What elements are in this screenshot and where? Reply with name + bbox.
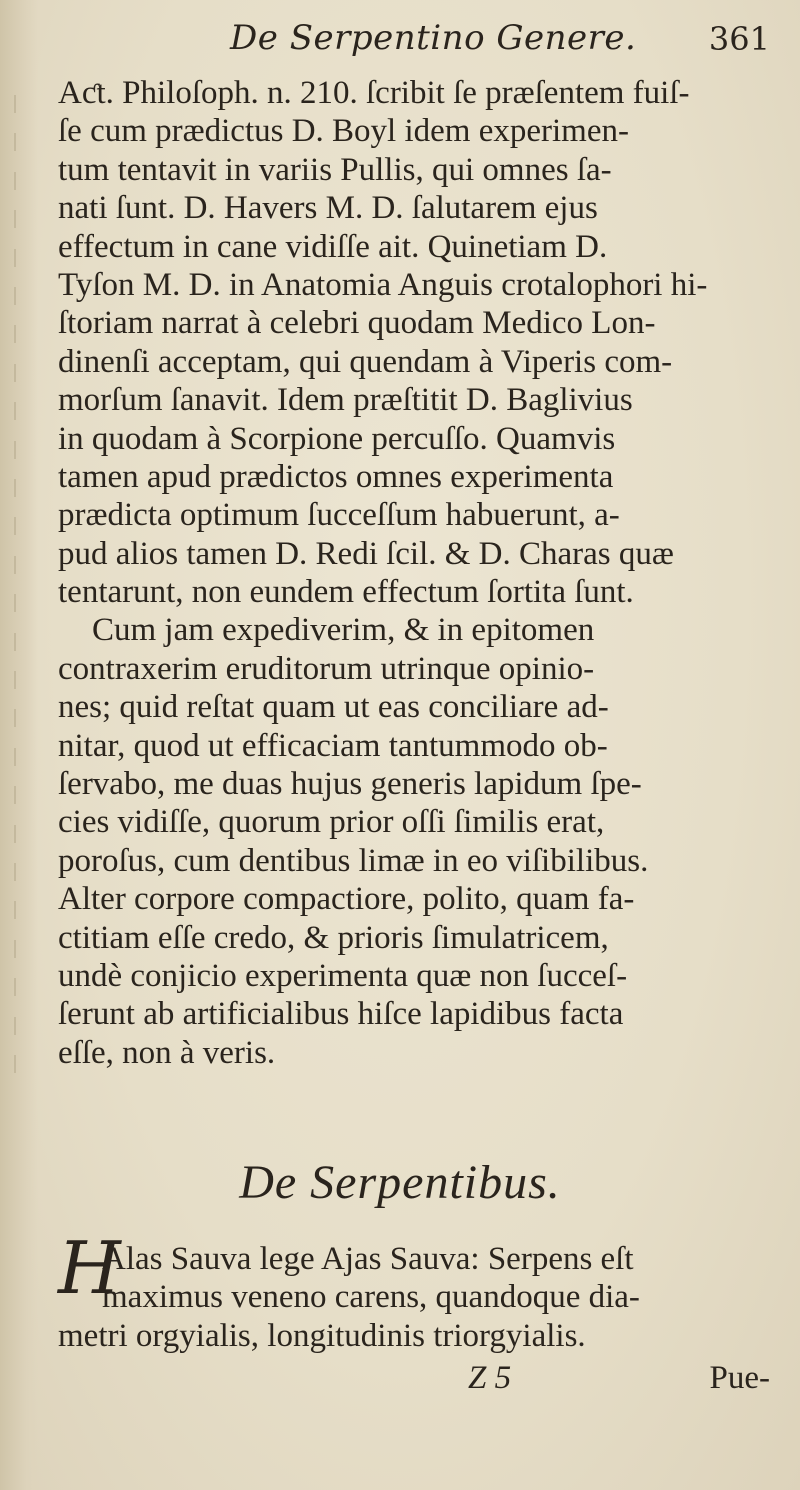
text-line: nati ſunt. D. Havers M. D. ſalutarem ejus [58,190,598,227]
text-line: ctitiam eſſe credo, & prioris ſimulatricem, [58,919,609,956]
text-line: metri orgyialis, longitudinis triorgyialis. [58,1317,586,1354]
text-line: pud alios tamen D. Redi ſcil. & D. Charas quæ [58,535,674,572]
text-line: Cum jam expediverim, & in epitomen [92,612,595,649]
text-line: tentarunt, non eundem effectum ſortita ſunt. [58,574,634,611]
text-line: ſervabo, me duas hujus generis lapidum ſpe- [58,766,642,803]
catchword: Pue- [709,1360,770,1396]
page-header [230,18,770,68]
text-line: dinenſi acceptam, qui quendam à Viperis com- [58,343,673,380]
text-line: tum tentavit in variis Pullis, qui omnes ſa- [58,151,612,188]
signature-mark: Z 5 [468,1360,512,1396]
paragraph-2 [58,1240,770,1355]
text-line: nes; quid reſtat quam ut eas conciliare ad- [58,689,609,726]
page-number: 361 [708,20,770,58]
page-gutter [0,0,38,1490]
text-line: eſſe, non à veris. [58,1034,276,1071]
text-line: ſe cum prædictus D. Boyl idem experimen- [58,113,629,150]
text-line: effectum in cane vidiſſe ait. Quinetiam D. [58,228,608,265]
text-line: maximus veneno carens, quandoque dia- [102,1279,640,1316]
drop-cap: H [58,1226,121,1310]
text-line: Aƈt. Philoſoph. n. 210. ſcribit ſe præſentem fuiſ- [58,75,690,111]
text-line: prædicta optimum ſucceſſum habuerunt, a- [58,497,620,534]
text-line: Alas Sauva lege Ajas Sauva: Serpens eſt [102,1241,634,1277]
gutter-marks [14,0,38,1490]
text-line: tamen apud prædictos omnes experimenta [58,458,614,495]
page-footer [58,1360,770,1400]
text-line: in quodam à Scorpione percuſſo. Quamvis [58,420,616,457]
text-line: nitar, quod ut efficaciam tantummodo ob- [58,727,608,764]
text-line: Alter corpore compactiore, polito, quam fa- [58,881,635,918]
text-line: poroſus, cum dentibus limæ in eo viſibilibus. [58,842,649,879]
text-line: undè conjicio experimenta quæ non ſucceſ- [58,957,628,994]
text-line: ſtoriam narrat à celebri quodam Medico Lon- [58,305,656,342]
text-line: Tyſon M. D. in Anatomia Anguis crotalophori hi- [58,266,708,303]
text-line: morſum ſanavit. Idem præſtitit D. Baglivius [58,382,633,419]
text-line: cies vidiſſe, quorum prior oſſi ſimilis erat, [58,804,605,841]
text-line: ſerunt ab artificialibus hiſce lapidibus facta [58,996,624,1033]
running-head: De Serpentino Genere. [230,18,637,58]
paragraph-1 [58,74,770,1072]
text-line: contraxerim eruditorum utrinque opinio- [58,650,595,687]
section-title: De Serpentibus. [239,1156,561,1209]
